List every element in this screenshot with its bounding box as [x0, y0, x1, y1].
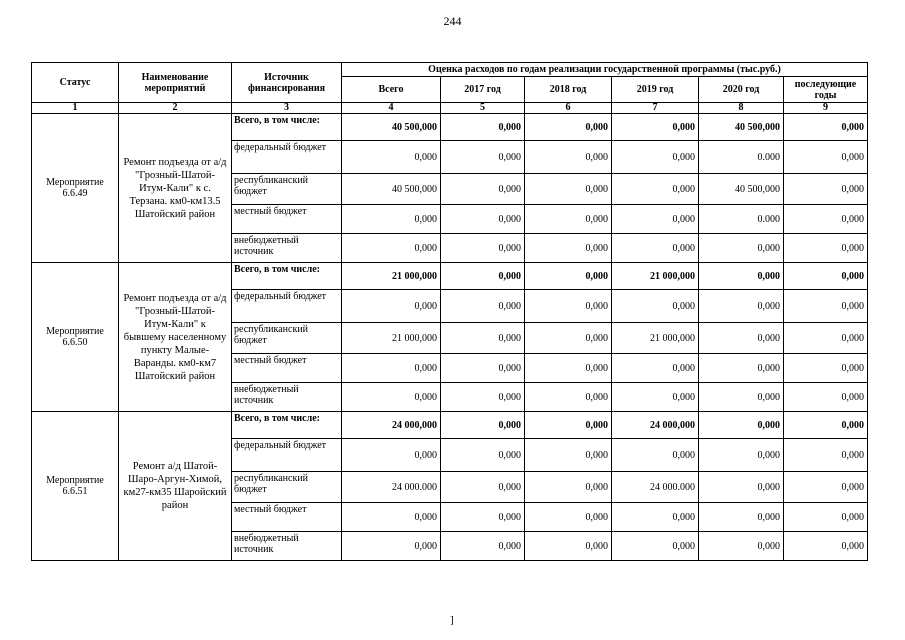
amount-cell: 0,000 — [612, 205, 699, 234]
event-status: Мероприятие 6.6.50 — [32, 263, 119, 412]
header-later: последующие годы — [784, 77, 868, 103]
amount-cell: 0,000 — [342, 439, 441, 472]
amount-cell: 0,000 — [342, 354, 441, 383]
source-label: Всего, в том числе: — [232, 263, 342, 290]
amount-cell: 0.000 — [699, 141, 784, 174]
amount-cell: 0,000 — [441, 532, 525, 561]
amount-cell: 40 500,000 — [699, 114, 784, 141]
amount-cell: 0,000 — [441, 439, 525, 472]
amount-cell: 21 000,000 — [612, 323, 699, 354]
amount-cell: 0,000 — [784, 354, 868, 383]
amount-cell: 0,000 — [342, 290, 441, 323]
amount-cell: 0,000 — [784, 472, 868, 503]
col-number: 7 — [612, 103, 699, 114]
amount-cell: 0,000 — [342, 532, 441, 561]
event-name: Ремонт подъезда от а/д "Грозный-Шатой-Итум-Кали" к бывшему населенному пункту Малые-Варанды. км0-км7 Шатойский район — [119, 263, 232, 412]
amount-cell: 40 500,000 — [342, 114, 441, 141]
amount-cell: 0,000 — [784, 412, 868, 439]
amount-cell: 0,000 — [342, 383, 441, 412]
amount-cell: 0,000 — [525, 439, 612, 472]
source-label: местный бюджет — [232, 503, 342, 532]
amount-cell: 0,000 — [441, 141, 525, 174]
amount-cell: 0,000 — [525, 472, 612, 503]
header-2017: 2017 год — [441, 77, 525, 103]
amount-cell: 0,000 — [525, 234, 612, 263]
event-name: Ремонт а/д Шатой-Шаро-Аргун-Химой, км27-км35 Шаройский район — [119, 412, 232, 561]
amount-cell: 0,000 — [441, 503, 525, 532]
page-number: 244 — [443, 14, 462, 28]
source-label: республиканский бюджет — [232, 174, 342, 205]
source-label: внебюджетный источник — [232, 383, 342, 412]
amount-cell: 0,000 — [612, 503, 699, 532]
amount-cell: 0,000 — [699, 383, 784, 412]
header-name: Наименование мероприятий — [119, 63, 232, 103]
source-label: республиканский бюджет — [232, 472, 342, 503]
amount-cell: 0,000 — [699, 532, 784, 561]
col-number: 8 — [699, 103, 784, 114]
amount-cell: 0,000 — [525, 263, 612, 290]
amount-cell: 0,000 — [699, 439, 784, 472]
amount-cell: 24 000.000 — [342, 472, 441, 503]
event-status: Мероприятие 6.6.49 — [32, 114, 119, 263]
amount-cell: 0,000 — [441, 472, 525, 503]
amount-cell: 24 000,000 — [612, 412, 699, 439]
amount-cell: 0,000 — [612, 439, 699, 472]
amount-cell: 0,000 — [612, 354, 699, 383]
amount-cell: 0,000 — [525, 205, 612, 234]
amount-cell: 0,000 — [612, 174, 699, 205]
amount-cell: 0,000 — [441, 263, 525, 290]
source-label: внебюджетный источник — [232, 532, 342, 561]
amount-cell: 0,000 — [441, 323, 525, 354]
event-status: Мероприятие 6.6.51 — [32, 412, 119, 561]
col-number: 1 — [32, 103, 119, 114]
amount-cell: 40 500,000 — [342, 174, 441, 205]
amount-cell: 0,000 — [441, 383, 525, 412]
header-status: Статус — [32, 63, 119, 103]
col-number: 6 — [525, 103, 612, 114]
amount-cell: 0,000 — [699, 263, 784, 290]
amount-cell: 0,000 — [612, 114, 699, 141]
amount-cell: 0,000 — [441, 412, 525, 439]
amount-cell: 0,000 — [525, 141, 612, 174]
amount-cell: 0,000 — [441, 290, 525, 323]
col-number: 2 — [119, 103, 232, 114]
amount-cell: 0,000 — [612, 234, 699, 263]
amount-cell: 0,000 — [784, 532, 868, 561]
amount-cell: 0,000 — [784, 141, 868, 174]
amount-cell: 0,000 — [612, 383, 699, 412]
source-label: республиканский бюджет — [232, 323, 342, 354]
amount-cell: 0,000 — [441, 234, 525, 263]
amount-cell: 0,000 — [342, 141, 441, 174]
header-group: Оценка расходов по годам реализации государственной программы (тыс.руб.) — [342, 63, 868, 77]
amount-cell: 0,000 — [784, 290, 868, 323]
table-row — [32, 114, 868, 141]
source-label: федеральный бюджет — [232, 141, 342, 174]
source-label: Всего, в том числе: — [232, 412, 342, 439]
amount-cell: 0,000 — [784, 503, 868, 532]
amount-cell: 0,000 — [699, 290, 784, 323]
amount-cell: 0,000 — [784, 323, 868, 354]
amount-cell: 0,000 — [525, 323, 612, 354]
amount-cell: 0,000 — [784, 205, 868, 234]
source-label: Всего, в том числе: — [232, 114, 342, 141]
col-number: 4 — [342, 103, 441, 114]
amount-cell: 0,000 — [699, 323, 784, 354]
amount-cell: 0,000 — [612, 141, 699, 174]
amount-cell: 0,000 — [525, 412, 612, 439]
amount-cell: 0.000 — [699, 205, 784, 234]
amount-cell: 0,000 — [342, 205, 441, 234]
amount-cell: 0,000 — [342, 234, 441, 263]
amount-cell: 0,000 — [441, 205, 525, 234]
amount-cell: 0,000 — [525, 383, 612, 412]
amount-cell: 0,000 — [699, 354, 784, 383]
header-2019: 2019 год — [612, 77, 699, 103]
amount-cell: 0,000 — [784, 383, 868, 412]
header-2018: 2018 год — [525, 77, 612, 103]
col-number: 9 — [784, 103, 868, 114]
amount-cell: 0,000 — [525, 503, 612, 532]
amount-cell: 40 500,000 — [699, 174, 784, 205]
table-row — [32, 263, 868, 290]
amount-cell: 0,000 — [784, 174, 868, 205]
amount-cell: 0,000 — [525, 290, 612, 323]
source-label: федеральный бюджет — [232, 290, 342, 323]
amount-cell: 0,000 — [699, 472, 784, 503]
amount-cell: 0,000 — [441, 174, 525, 205]
amount-cell: 0,000 — [525, 354, 612, 383]
footer-mark: ] — [450, 614, 454, 626]
amount-cell: 24 000,000 — [342, 412, 441, 439]
header-2020: 2020 год — [699, 77, 784, 103]
amount-cell: 0,000 — [612, 290, 699, 323]
amount-cell: 0,000 — [525, 532, 612, 561]
source-label: местный бюджет — [232, 205, 342, 234]
amount-cell: 0,000 — [784, 439, 868, 472]
table-body — [32, 114, 868, 561]
amount-cell: 0,000 — [441, 354, 525, 383]
source-label: федеральный бюджет — [232, 439, 342, 472]
source-label: внебюджетный источник — [232, 234, 342, 263]
amount-cell: 21 000,000 — [612, 263, 699, 290]
amount-cell: 0,000 — [699, 234, 784, 263]
amount-cell: 0,000 — [342, 503, 441, 532]
amount-cell: 0,000 — [784, 234, 868, 263]
amount-cell: 21 000,000 — [342, 323, 441, 354]
event-name: Ремонт подъезда от а/д "Грозный-Шатой-Итум-Кали" к с. Терзана. км0-км13.5 Шатойский район — [119, 114, 232, 263]
amount-cell: 0,000 — [784, 263, 868, 290]
amount-cell: 24 000.000 — [612, 472, 699, 503]
expenses-table — [31, 62, 868, 561]
amount-cell: 0,000 — [612, 532, 699, 561]
amount-cell: 0,000 — [441, 114, 525, 141]
header-total: Всего — [342, 77, 441, 103]
amount-cell: 0,000 — [699, 412, 784, 439]
header-source: Источник финансирования — [232, 63, 342, 103]
col-number: 5 — [441, 103, 525, 114]
source-label: местный бюджет — [232, 354, 342, 383]
col-number: 3 — [232, 103, 342, 114]
table-row — [32, 412, 868, 439]
amount-cell: 0,000 — [525, 114, 612, 141]
amount-cell: 0,000 — [699, 503, 784, 532]
amount-cell: 0,000 — [784, 114, 868, 141]
amount-cell: 21 000,000 — [342, 263, 441, 290]
amount-cell: 0,000 — [525, 174, 612, 205]
